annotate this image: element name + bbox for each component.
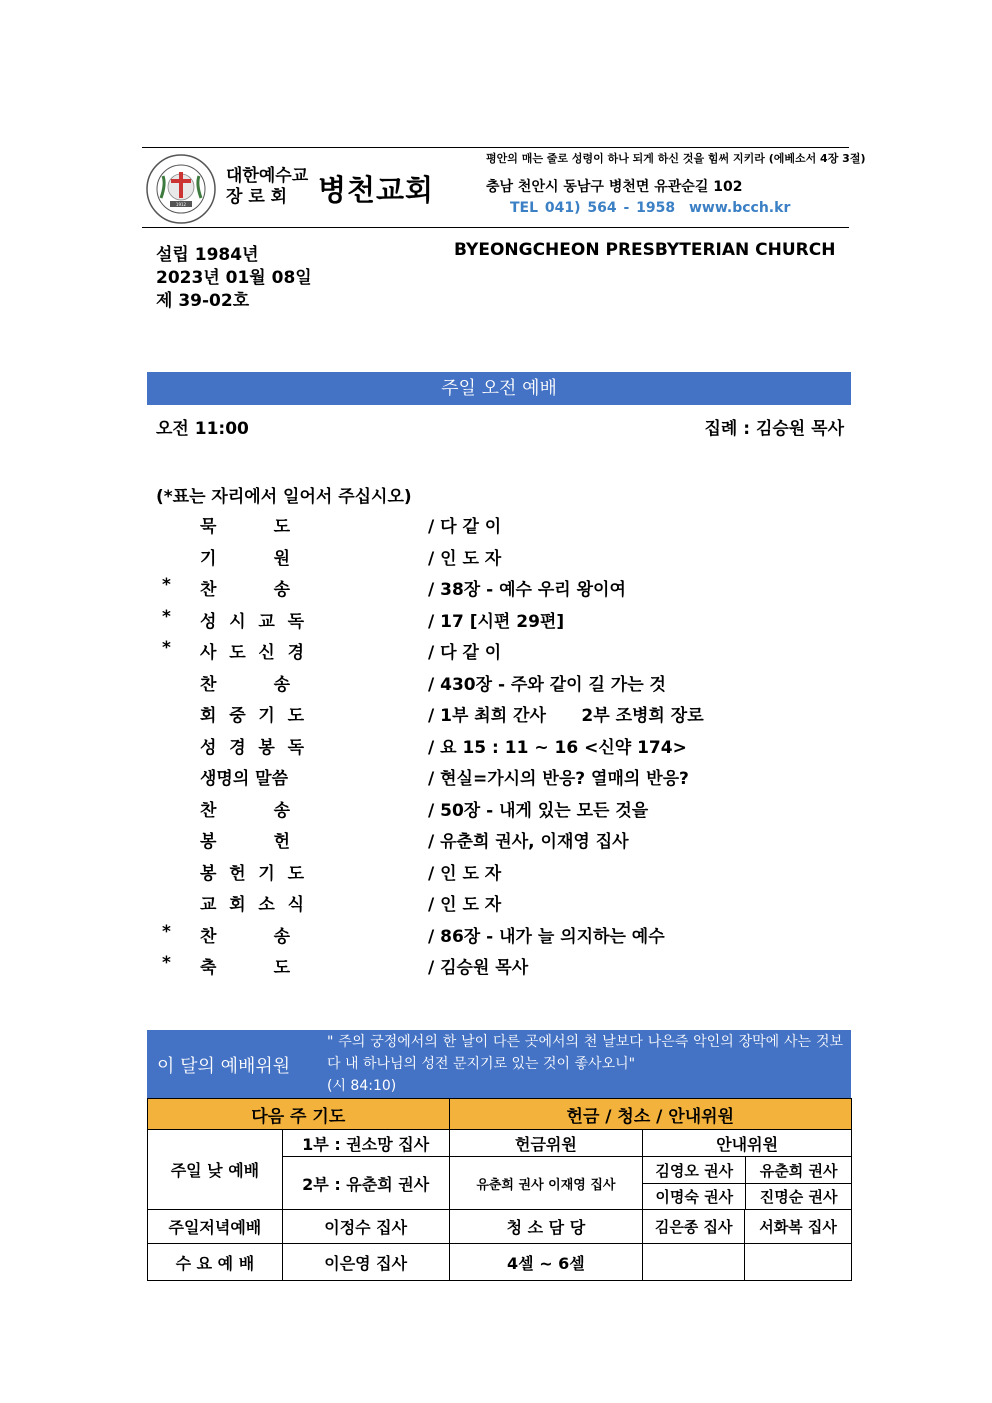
worship-item-label: 사 도 신 경	[200, 643, 304, 663]
worship-item-label: 성 경 봉 독	[200, 737, 304, 758]
usher-grid-top	[643, 1157, 852, 1210]
empty-cell	[643, 1244, 745, 1281]
standing-note: (*표는 자리에서 일어서 주십시오)	[156, 487, 412, 507]
committee-banner	[147, 1030, 851, 1098]
sunday-day-service-label: 주일 낮 예배	[148, 1130, 283, 1210]
worship-item-label: 찬 송	[200, 674, 290, 695]
church-logo-seal	[146, 154, 216, 224]
service-presider: 집례 : 김승원 목사	[704, 419, 844, 439]
usher-6: 서화복 집사	[745, 1210, 852, 1244]
committee-verse: " 주의 궁정에서의 한 날이 다른 곳에서의 천 날보다 나은즉 악인의 장막에 사는 것보다 내 하나님의 성전 문지기로 있는 것이 좋사오니" (시 84:10)	[327, 1034, 843, 1094]
empty-cell	[745, 1244, 852, 1281]
founded-year: 설립 1984년	[156, 245, 259, 265]
church-address: 충남 천안시 동남구 병천면 유관순길 102	[486, 179, 743, 195]
worship-item-label: 찬 송	[200, 800, 290, 821]
worship-item-label: 생명의 말씀	[200, 769, 289, 789]
church-website-link[interactable]: www.bcch.kr	[689, 200, 791, 216]
worship-item	[0, 827, 992, 853]
worship-item-label: 기 원	[200, 548, 290, 569]
worship-item	[0, 670, 992, 696]
committee-verse-ref: (시 84:10)	[327, 1078, 397, 1094]
worship-item-value: / 유춘희 권사, 이재영 집사	[428, 832, 629, 852]
standing-marker: *	[162, 921, 171, 942]
church-name: 병천교회	[318, 173, 435, 207]
worship-item-value: / 다 같 이	[428, 643, 502, 663]
standing-marker: *	[162, 606, 171, 627]
worship-item-value: / 17 [시편 29편]	[428, 611, 565, 632]
worship-item-value: / 430장 - 주와 같이 길 가는 것	[428, 674, 666, 695]
part1-prayer: 1부 : 권소망 집사	[282, 1130, 449, 1157]
worship-item-label: 찬 송	[200, 926, 290, 947]
issue-number: 제 39-02호	[156, 291, 250, 311]
worship-item	[0, 701, 992, 727]
header-next-week-prayer: 다음 주 기도	[148, 1099, 450, 1130]
worship-item	[0, 764, 992, 790]
usher-label: 안내위원	[643, 1130, 852, 1157]
worship-item-value: / 요 15 : 11 ~ 16 <신약 174>	[428, 737, 687, 758]
worship-item	[0, 796, 992, 822]
svg-text:1912: 1912	[175, 202, 187, 207]
worship-item	[0, 638, 992, 664]
wednesday-service-label: 수 요 예 배	[148, 1244, 283, 1281]
worship-item-label: 교 회 소 식	[200, 895, 304, 915]
header-top-rule	[142, 147, 849, 148]
usher-3: 이명숙 권사	[643, 1184, 746, 1210]
bulletin-date: 2023년 01월 08일	[156, 268, 312, 288]
worship-item	[0, 607, 992, 633]
worship-item-value: / 86장 - 내가 늘 의지하는 예수	[428, 926, 665, 947]
header-roles: 헌금 / 청소 / 안내위원	[449, 1099, 851, 1130]
motto-verse: 평안의 매는 줄로 성령이 하나 되게 하신 것을 힘써 지키라 (에베소서 4장 3절)	[486, 152, 866, 165]
worship-item-label: 성 시 교 독	[200, 611, 304, 632]
worship-item-value: / 인 도 자	[428, 895, 502, 915]
denomination-name: 대한예수교 장 로 회	[226, 166, 309, 207]
standing-marker: *	[162, 638, 171, 658]
standing-marker: *	[162, 575, 171, 595]
worship-item	[0, 890, 992, 916]
committee-table	[147, 1098, 852, 1281]
service-time: 오전 11:00	[156, 419, 249, 439]
worship-item-value: / 인 도 자	[428, 863, 502, 884]
worship-item	[0, 544, 992, 570]
worship-item-value: / 다 같 이	[428, 517, 502, 537]
church-english-name: BYEONGCHEON PRESBYTERIAN CHURCH	[454, 240, 836, 260]
usher-4: 진명순 권사	[759, 1188, 838, 1206]
worship-item	[0, 953, 992, 979]
part2-prayer: 2부 : 유춘희 권사	[282, 1157, 449, 1210]
wednesday-leader: 이은영 집사	[282, 1244, 449, 1281]
worship-item-value: / 현실=가시의 반응? 열매의 반응?	[428, 769, 689, 789]
usher-5: 김은종 집사	[643, 1210, 745, 1244]
worship-item-value: / 50장 - 내게 있는 모든 것을	[428, 800, 649, 821]
header-bottom-rule	[142, 227, 849, 228]
worship-item-value: / 38장 - 예수 우리 왕이여	[428, 580, 626, 600]
evening-leader: 이정수 집사	[282, 1210, 449, 1244]
offering-label: 헌금위원	[449, 1130, 643, 1157]
standing-marker: *	[162, 953, 171, 973]
sunday-evening-label: 주일저녁예배	[148, 1210, 283, 1244]
worship-item	[0, 733, 992, 759]
cleaning-cells: 4셀 ~ 6셀	[449, 1244, 643, 1281]
usher-2: 유춘희 권사	[746, 1157, 851, 1184]
worship-item-label: 찬 송	[200, 580, 290, 600]
church-phone: TEL 041) 564 - 1958	[510, 200, 676, 216]
worship-item-label: 봉 헌	[200, 832, 290, 852]
worship-item-value: / 인 도 자	[428, 548, 502, 569]
usher-1: 김영오 권사	[643, 1157, 746, 1184]
offering-members: 유춘희 권사 이재영 집사	[449, 1157, 643, 1210]
service-title-banner: 주일 오전 예배	[147, 372, 851, 405]
worship-item	[0, 859, 992, 885]
worship-item	[0, 512, 992, 538]
worship-item-label: 축 도	[200, 958, 290, 978]
worship-item	[0, 575, 992, 601]
worship-item-label: 묵 도	[200, 517, 290, 537]
worship-item-value: / 김승원 목사	[428, 958, 529, 978]
cleaning-label: 청 소 담 당	[449, 1210, 643, 1244]
worship-item-label: 회 중 기 도	[200, 706, 304, 726]
committee-title: 이 달의 예배위원	[157, 1056, 291, 1077]
worship-item-label: 봉 헌 기 도	[200, 863, 304, 884]
worship-item	[0, 922, 992, 948]
worship-item-value: / 1부 최희 간사 2부 조병희 장로	[428, 706, 704, 726]
